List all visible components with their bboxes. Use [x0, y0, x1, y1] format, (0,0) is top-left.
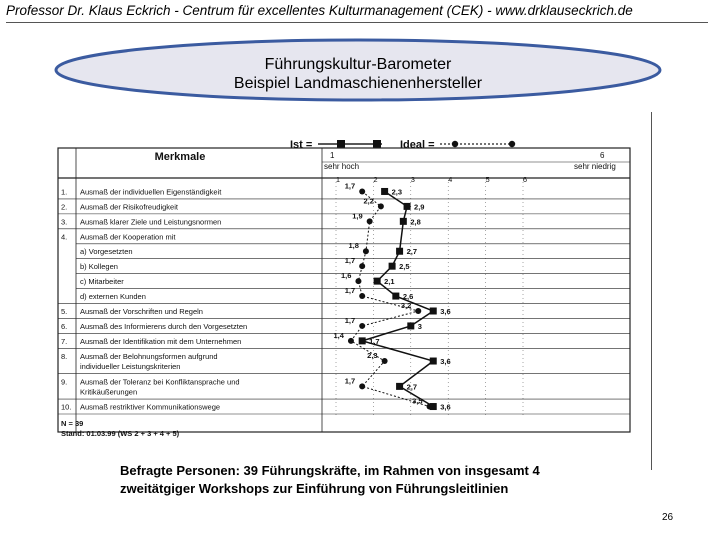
- scale-tick-5: 5: [485, 175, 490, 184]
- row-number: 10.: [61, 402, 72, 412]
- row-label: b) Kollegen: [80, 262, 118, 272]
- ideal-value-label: 1,7: [344, 315, 356, 325]
- ideal-value-label: 3,5: [412, 396, 423, 406]
- ideal-point: [359, 383, 365, 389]
- ideal-value-label: 1,8: [348, 241, 359, 251]
- row-label: a) Vorgesetzten: [80, 247, 133, 257]
- legend-ideal-marker-2: [509, 141, 515, 147]
- legend-ist-marker-2: [373, 140, 381, 148]
- footer-n: N = 39: [61, 419, 84, 428]
- row-label-line-2: individueller Leistungskriterien: [80, 361, 181, 371]
- ist-value-label: 3,6: [440, 306, 451, 316]
- ist-value-label: 3,6: [440, 357, 451, 367]
- scale-top-max: 6: [600, 151, 605, 160]
- ist-point: [404, 203, 411, 210]
- ideal-value-label: 1,7: [344, 256, 356, 266]
- ideal-point: [363, 248, 369, 254]
- row-label: Ausmaß der Toleranz bei Konfliktansprache und: [80, 377, 240, 387]
- survey-note-line-2: zweitätgiger Workshops zur Einführung von Führungsleitlinien: [120, 481, 509, 496]
- scale-tick-2: 2: [373, 175, 378, 184]
- title-line-1: Führungskultur-Barometer: [264, 56, 452, 73]
- legend-ist-marker: [337, 140, 345, 148]
- ideal-value-label: 2,2: [363, 196, 374, 206]
- survey-note: [120, 462, 640, 498]
- row-label: d) externen Kunden: [80, 292, 146, 302]
- ist-value-label: 2,1: [384, 277, 395, 287]
- row-number: 3.: [61, 217, 68, 227]
- header-text: Professor Dr. Klaus Eckrich - Centrum für excellentes Kulturmanagement (CEK) - www.drklauseckrich.de: [6, 3, 633, 18]
- row-label: Ausmaß des Informierens durch den Vorgesetzten: [80, 321, 248, 331]
- ist-point: [392, 293, 399, 300]
- scale-tick-1: 1: [335, 175, 341, 184]
- row-label: Ausmaß der Identifikation mit dem Unternehmen: [80, 336, 242, 346]
- ideal-point: [348, 338, 354, 344]
- legend-ideal-label: Ideal =: [400, 139, 435, 151]
- ideal-point: [359, 188, 365, 194]
- ist-point: [400, 218, 407, 225]
- legend-ist-label: Ist =: [290, 139, 313, 151]
- row-label: Ausmaß der Kooperation mit: [80, 232, 176, 242]
- row-label: c) Mitarbeiter: [80, 277, 124, 287]
- ideal-value-label: 1,6: [341, 271, 352, 281]
- ideal-point: [359, 293, 365, 299]
- ist-value-label: 2,7: [406, 382, 418, 392]
- footer-stand: Stand: 01.03.99 (WS 2 + 3 + 4 + 5): [61, 429, 180, 438]
- ideal-point: [415, 308, 421, 314]
- ideal-value-label: 1,7: [344, 286, 356, 296]
- ist-point: [430, 403, 437, 410]
- title-line-2: Beispiel Landmaschienenhersteller: [233, 75, 483, 92]
- ist-point: [430, 307, 437, 314]
- ist-value-label: 2,7: [406, 247, 418, 257]
- scale-tick-3: 3: [410, 175, 415, 184]
- scale-tick-4: 4: [448, 175, 453, 184]
- row-number: 6.: [61, 321, 68, 331]
- ist-value-label: 3,6: [440, 402, 451, 412]
- scale-left-label: sehr hoch: [324, 162, 360, 171]
- ist-value-label: 3: [417, 321, 422, 331]
- ist-value-label: 2,6: [402, 292, 414, 302]
- ist-point: [359, 337, 366, 344]
- row-label: Ausmaß restriktiver Kommunikationswege: [80, 402, 221, 412]
- ideal-point: [359, 263, 365, 269]
- row-label: Ausmaß der Belohnungsformen aufgrund: [80, 351, 218, 361]
- ist-value-label: 2,8: [410, 217, 421, 227]
- row-label: Ausmaß der Vorschriften und Regeln: [80, 306, 203, 316]
- ideal-point: [378, 203, 384, 209]
- row-label: Ausmaß klarer Ziele und Leistungsnormen: [80, 217, 222, 227]
- row-number: 8.: [61, 351, 68, 361]
- scale-right-label: sehr niedrig: [574, 162, 616, 171]
- ist-value-label: 2,5: [399, 262, 410, 272]
- row-label-line-2: Kritikäußerungen: [80, 387, 138, 397]
- ist-point: [374, 278, 381, 285]
- ist-value-label: 2,3: [391, 187, 403, 197]
- ideal-value-label: 1,7: [344, 181, 356, 191]
- scale-top-min: 1: [330, 151, 335, 160]
- ist-point: [389, 263, 396, 270]
- ist-value-label: 2,9: [414, 202, 425, 212]
- ideal-value-label: 1,4: [333, 330, 344, 340]
- ideal-value-label: 1,9: [352, 211, 363, 221]
- row-label: Ausmaß der individuellen Eigenständigkeit: [80, 187, 222, 197]
- legend-ideal-marker: [452, 141, 458, 147]
- row-number: 9.: [61, 377, 68, 387]
- row-number: 7.: [61, 336, 68, 346]
- row-label: Ausmaß der Risikofreudigkeit: [80, 202, 178, 212]
- merkmale-header: Merkmale: [154, 151, 206, 163]
- ideal-point: [359, 323, 365, 329]
- ist-point: [396, 248, 403, 255]
- ideal-point: [355, 278, 361, 284]
- survey-note-line-1: Befragte Personen: 39 Führungskräfte, im Rahmen von insgesamt 4: [120, 463, 540, 478]
- ideal-point: [367, 218, 373, 224]
- ideal-value-label: 3,2: [400, 300, 412, 310]
- row-number: 2.: [61, 202, 68, 212]
- ist-point: [396, 383, 403, 390]
- row-number: 1.: [61, 187, 68, 197]
- row-number: 5.: [61, 306, 68, 316]
- ist-point: [407, 322, 414, 329]
- ideal-value-label: 1,7: [344, 376, 356, 386]
- ist-point: [430, 358, 437, 365]
- scale-tick-6: 6: [522, 175, 528, 184]
- ideal-value-label: 2,3: [367, 351, 378, 361]
- ideal-point: [382, 358, 388, 364]
- page-number: 26: [662, 512, 674, 523]
- ist-point: [381, 188, 388, 195]
- row-number: 4.: [61, 232, 68, 242]
- ist-value-label: 1,7: [369, 336, 380, 346]
